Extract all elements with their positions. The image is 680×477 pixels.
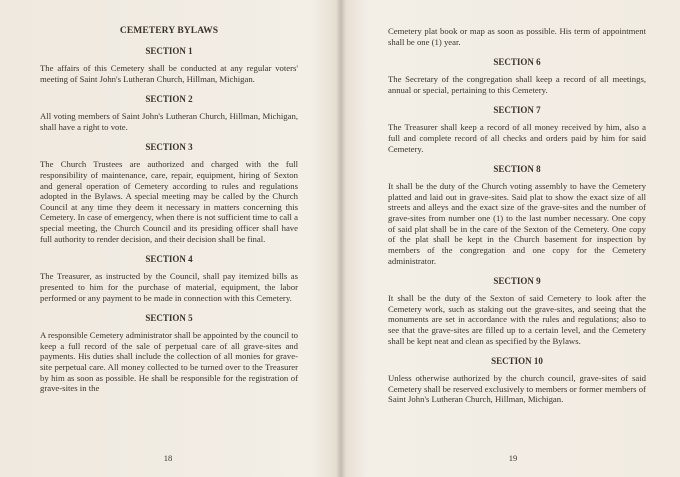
section-7-heading: SECTION 7	[493, 105, 541, 116]
section-5-text: A responsible Cemetery administrator shall be appointed by the council to keep a full record of the sale of perpetual care of all grave-sites and payments. His duties shall include the collection of all monies for grave-site perpetual care. All money collected to be turned over to the Treasurer by him as soon as possible. He shall be responsible for the registration of grave-sites in the	[40, 330, 298, 394]
right-column	[388, 26, 646, 415]
section-5-heading: SECTION 5	[145, 313, 193, 324]
section-9-heading: SECTION 9	[493, 276, 541, 287]
section-1-heading: SECTION 1	[145, 46, 193, 56]
section-6-heading: SECTION 6	[493, 57, 541, 68]
left-column	[40, 26, 298, 404]
right-page	[346, 0, 680, 477]
section-9-text: It shall be the duty of the Sexton of said Cemetery to look after the Cemetery work, such as staking out the grave-sites, and seeing that the monuments are set in accordance with the rules and regulations; also to see that the grave-sites are filled up to a certain level, and the Cemetery shall be kept neat and clean as specified by the Bylaws.	[388, 293, 646, 346]
right-page-number: 19	[508, 453, 518, 463]
section-3-text: The Church Trustees are authorized and charged with the full responsibility of maintenance, care, repair, equipment, hiring of Sexton and general operation of Cemetery according to rules and regulations adopted in the Bylaws. A special meeting may be called by the Church Council at any time they deem it necessary in matters concerning this Cemetery. In case of emergency, when there is not sufficient time to call a special meeting, the Church Council and its presiding officer shall have full authority to render decision, and their decision shall be final.	[40, 159, 298, 244]
section-10-heading: SECTION 10	[491, 356, 543, 367]
section-10-text: Unless otherwise authorized by the church council, grave-sites of said Cemetery shall be reserved exclusively to members or former members of Saint John's Lutheran Church, Hillman, Michigan.	[388, 373, 646, 405]
section-8-text: It shall be the duty of the Church voting assembly to have the Cemetery platted and laid out in grave-sites. Said plat to show the exact size of all streets and alleys and the exact size of the grave-sites and the number of grave-sites from number one (1) to the last number necessary. One copy of said plat shall be in the care of the Sexton of the Cemetery. One copy of the plat shall be kept in the Church basement for inspection by members of the congregation and one copy for the Cemetery administrator.	[388, 181, 646, 266]
section-3-heading: SECTION 3	[145, 142, 193, 153]
section-2-heading: SECTION 2	[145, 94, 193, 105]
section-1-text: The affairs of this Cemetery shall be conducted at any regular voters' meeting of Saint John's Lutheran Church, Hillman, Michigan.	[40, 63, 298, 84]
section-8-heading: SECTION 8	[493, 164, 541, 175]
section-7-text: The Treasurer shall keep a record of all money received by him, also a full and complete record of all checks and orders paid by him for said Cemetery.	[388, 122, 646, 154]
page-title: CEMETERY BYLAWS	[119, 26, 219, 36]
left-page-number: 18	[163, 453, 173, 463]
section-5-continuation: Cemetery plat book or map as soon as possible. His term of appointment shall be one (1) year.	[388, 26, 646, 47]
section-2-text: All voting members of Saint John's Lutheran Church, Hillman, Michigan, shall have a right to vote.	[40, 111, 298, 132]
section-4-text: The Treasurer, as instructed by the Council, shall pay itemized bills as presented to him for the purchase of material, equipment, the labor performed or any payment to be made in connection with this Cemetery.	[40, 271, 298, 303]
book-gutter	[336, 0, 346, 477]
section-6-text: The Secretary of the congregation shall keep a record of all meetings, annual or special, pertaining to this Cemetery.	[388, 74, 646, 95]
section-4-heading: SECTION 4	[145, 254, 193, 265]
left-page	[0, 0, 336, 477]
